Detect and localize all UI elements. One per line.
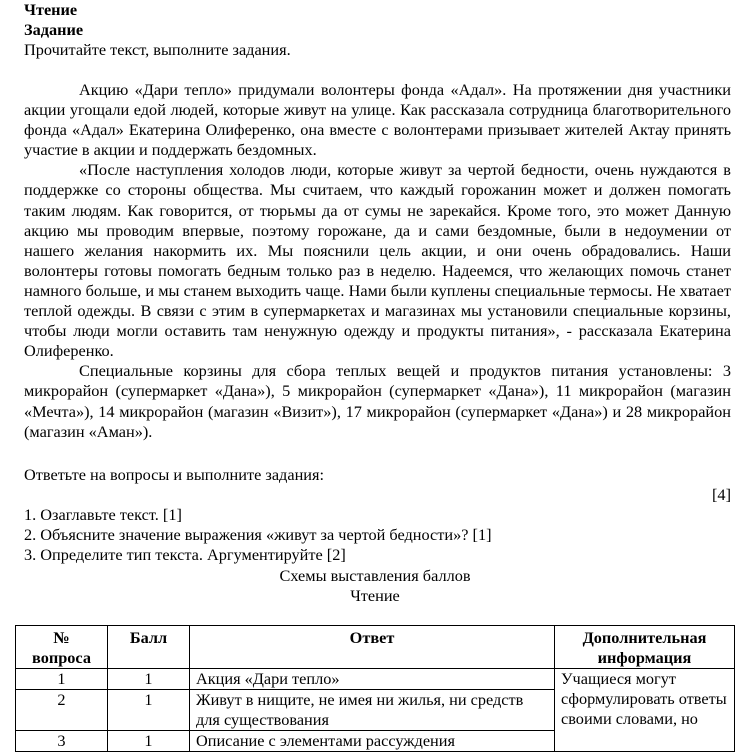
paragraph: «После наступления холодов люди, которые живут за чертой бедности, очень нуждаются в поддержке со стороны общества. Мы считаем, что каждый горожанин может и должен помогать таким людям. Как говорится, от тюрьмы да от сумы не зарекайся. Кроме того, это может Данную акцию мы проводим впервые, поэтому горожане, да и сами бездомные, были в недоумении от нашего желания накормить их. Мы пояснили цель акции, и они очень обрадовались. Наши волонтеры готовы помогать бедным только раз в неделю. Надеемся, что желающих помочь станет намного больше, и мы станем выходить чаще. Нами были куплены специальные термосы. Не хватает теплой одежды. В связи с этим в супермаркетах и магазинах мы установили специальные корзины, чтобы люди могли оставить там ненужную одежду и продукты питания», - рассказала Екатерина Олиференко. (24, 160, 731, 361)
cell-answer: Живут в нищите, не имея ни жилья, ни средств для существования (190, 690, 555, 731)
table-header-row (16, 626, 735, 669)
header-answer: Ответ (190, 626, 555, 669)
cell-answer: Описание с элементами рассуждения (190, 731, 555, 752)
cell-number: 2 (16, 690, 108, 731)
scheme-subtitle: Чтение (350, 586, 400, 605)
header-extra-info: Дополнительная информация (555, 626, 735, 669)
scheme-title: Схемы выставления баллов (279, 566, 471, 585)
tasks-intro: Ответьте на вопросы и выполните задания: (24, 465, 325, 484)
paragraph: Акцию «Дари тепло» придумали волонтеры фонда «Адал». На протяжении дня участники акции угощали едой людей, которые живут на улице. Как рассказала сотрудница благотворительного фонда «Адал» Екатерина Олиференко, она вместе с волонтерами призывает жителей Актау принять участие в акции и поддержать бездомных. (24, 80, 731, 160)
cell-number: 1 (16, 669, 108, 690)
scoring-table (15, 625, 735, 752)
cell-extra-info: Учащиеся могут сформулировать ответы своими словами, но (555, 669, 735, 752)
cell-number: 3 (16, 731, 108, 752)
task-item: 2. Объясните значение выражения «живут за чертой бедности»? [1] (24, 525, 492, 544)
total-score: [4] (712, 485, 731, 504)
paragraph: Специальные корзины для сбора теплых вещей и продуктов питания установлены: 3 микрорайон (супермаркет «Дана»), 5 микрорайон (супермаркет «Дана»), 11 микрорайон (магазин «Мечта»), 14 микрорайон (магазин «Визит»), 17 микрорайон (супермаркет «Дана») и 28 микрорайон (магазин «Аман»). (24, 361, 731, 441)
cell-answer: Акция «Дари тепло» (190, 669, 555, 690)
task-label: Задание (24, 20, 84, 39)
task-item: 3. Определите тип текста. Аргументируйте [2] (24, 545, 346, 564)
cell-score: 1 (108, 690, 190, 731)
instruction: Прочитайте текст, выполните задания. (24, 40, 291, 59)
section-title: Чтение (24, 0, 78, 19)
header-score: Балл (108, 626, 190, 669)
reading-text (24, 80, 731, 442)
cell-score: 1 (108, 731, 190, 752)
table-row (16, 669, 735, 690)
task-item: 1. Озаглавьте текст. [1] (24, 505, 182, 524)
cell-score: 1 (108, 669, 190, 690)
header-question-number: № вопроса (16, 626, 108, 669)
